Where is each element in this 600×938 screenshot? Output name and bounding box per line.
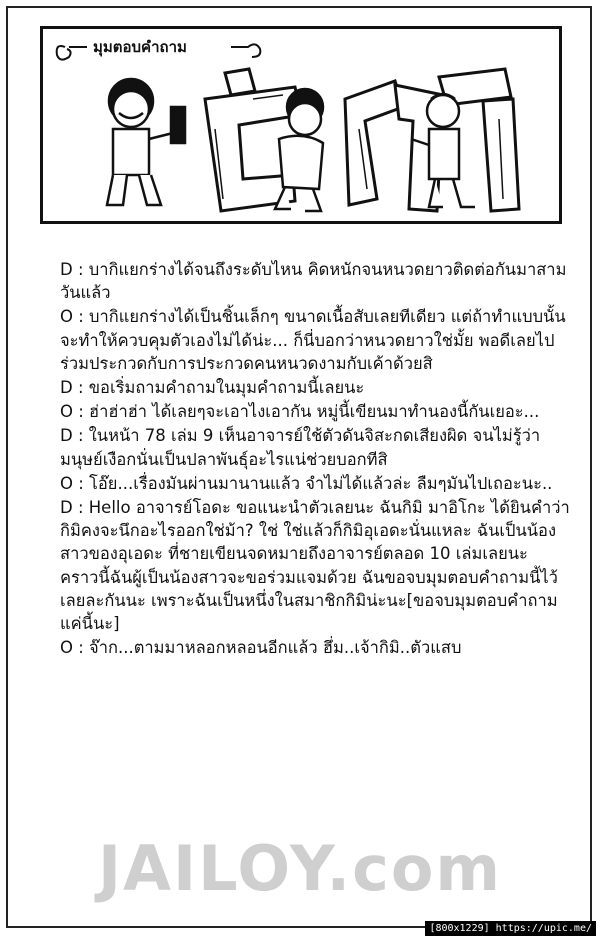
scroll-ornament-right <box>231 44 260 57</box>
qa-line: O : บากิแยกร่างได้เป็นชิ้นเล็กๆ ขนาดเนื้อสับเลยทีเดียว แต่ถ้าทำแบบนั้นจะทำให้ควบคุมตัวเองไม่ได้น่ะ... ก็นี่บอกว่าหนวดยาวใช่มั้ย พอดีเลยไปร่วมประกวดกับการประกวดคนหนวดงามกับเค้าด้วยสิ <box>60 307 566 373</box>
image-host-footer: [800x1229] https://upic.me/ <box>425 921 596 936</box>
qa-line: D : ขอเริ่มถามคำถามในมุมคำถามนี้เลยนะ <box>60 378 365 398</box>
qa-line: O : ฮ่าฮ่าฮ่า ได้เลยๆจะเอาไงเอากัน หมู่นี้เขียนมาทำนองนี้กันเยอะ... <box>60 402 540 422</box>
qa-line: D : Hello อาจารย์โอดะ ขอแนะนำตัวเลยนะ ฉันกิมิ มาอิโกะ ได้ยินคำว่า กิมิคงจะนึกอะไรออกใช่ม้า? ใช่ ใช่แล้วก็กิมิอุเอดะนั่นแหละ ฉันเป็นน้องสาวของอุเอดะ ที่ชายเขียนจดหมายถึงอาจารย์ตลอด 10 เล่มเลยนะ คราวนี้ฉันผู้เป็นน้องสาวจะขอร่วมแจมด้วย ฉันขอจบมุมตอบคำถามนี้ไว้เลยละกันนะ เพราะฉันเป็นหนึ่งในสมาชิกกิมิน่ะนะ[ขอจบมุมตอบคำถามแค่นี้นะ] <box>60 498 570 634</box>
site-watermark: JAILOY.com <box>97 832 503 905</box>
banner-title: มุมตอบคำถาม <box>89 35 191 59</box>
qa-banner <box>40 26 562 224</box>
character-left <box>107 79 185 205</box>
scroll-ornament-left <box>57 46 87 60</box>
qa-text-block <box>60 258 570 660</box>
qa-line: D : ในหน้า 78 เล่ม 9 เห็นอาจารย์ใช้ตัวดันจิสะกดเสียงผิด จนไม่รู้ว่ามนุษย์เงือกนั่นเป็นปลาพันธุ์อะไรแน่ช่วยบอกทีสิ <box>60 426 541 469</box>
qa-line: O : โอ๊ย...เรื่องมันผ่านมานานแล้ว จำไม่ได้แล้วล่ะ ลืมๆมันไปเถอะนะ.. <box>60 473 553 493</box>
qa-line: O : จ๊าก...ตามมาหลอกหลอนอีกแล้ว ฮึ่ม..เจ้ากิมิ..ตัวแสบ <box>60 638 462 658</box>
qa-line: D : บากิแยกร่างได้จนถึงระดับไหน คิดหนักจนหนวดยาวติดต่อกันมาสามวันแล้ว <box>60 260 567 303</box>
